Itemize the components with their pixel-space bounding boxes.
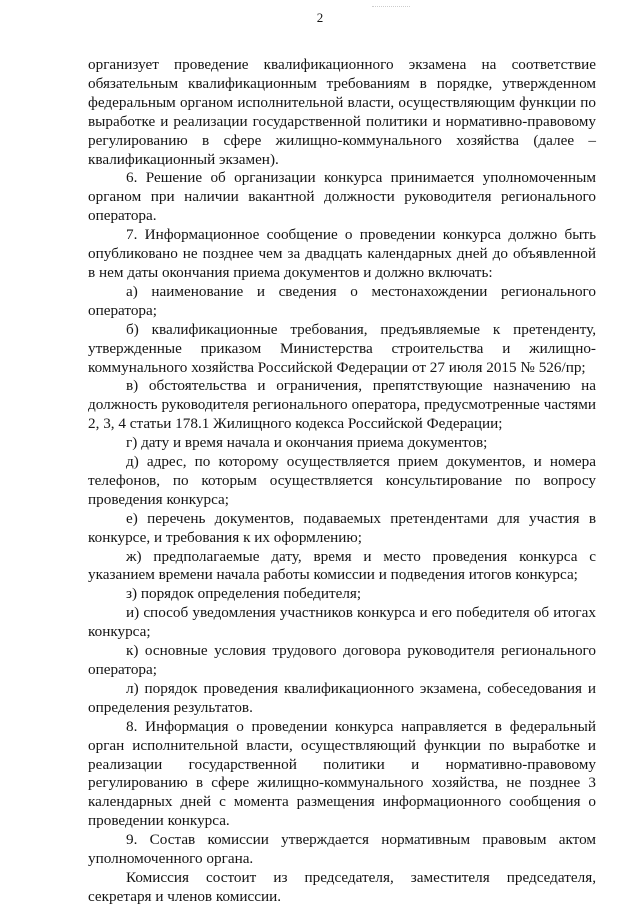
page-number: 2 bbox=[316, 10, 324, 25]
paragraph-8: 8. Информация о проведении конкурса направляется в федеральный орган исполнительной власти, осуществляющий функции по выработке и реализации государственной политики и нормативно-правовому регулированию в сфере жилищно-коммунального хозяйства, не позднее 3 календарных дней с момента размещения информационного сообщения о проведении конкурса. bbox=[88, 717, 596, 830]
paragraph-commission: Комиссия состоит из председателя, заместителя председателя, секретаря и членов комиссии. bbox=[88, 868, 596, 905]
list-item-b: б) квалификационные требования, предъявляемые к претенденту, утвержденные приказом Министерства строительства и жилищно-коммунального хозяйства Российской Федерации от 27 июля 2015 № 526/пр; bbox=[88, 320, 596, 376]
list-item-zh: ж) предполагаемые дату, время и место проведения конкурса с указанием времени начала работы комиссии и подведения итогов конкурса; bbox=[88, 547, 596, 584]
paragraph-continuation: организует проведение квалификационного экзамена на соответствие обязательным квалификационным требованиям в порядке, утвержденном федеральным органом исполнительной власти, осуществляющим функции по выработке и реализации государственной политики и нормативно-правовому регулированию в сфере жилищно-коммунального хозяйства (далее – квалификационный экзамен). bbox=[88, 56, 596, 168]
list-item-a: а) наименование и сведения о местонахождении регионального оператора; bbox=[88, 282, 596, 319]
list-item-d: д) адрес, по которому осуществляется прием документов, и номера телефонов, по которым осуществляется консультирование по вопросу проведения конкурса; bbox=[88, 453, 596, 508]
list-item-v: в) обстоятельства и ограничения, препятствующие назначению на должность руководителя регионального оператора, предусмотренные частями 2, 3, 4 статьи 178.1 Жилищного кодекса Российской Федерации; bbox=[88, 377, 596, 433]
list-item-l: л) порядок проведения квалификационного экзамена, собеседования и определения результатов. bbox=[88, 679, 596, 716]
paragraph-7: 7. Информационное сообщение о проведении конкурса должно быть опубликовано не позднее чем за двадцать календарных дней до объявленной в нем даты окончания приема документов и должно включать: bbox=[88, 226, 596, 281]
paragraph-9: 9. Состав комиссии утверждается нормативным правовым актом уполномоченного органа. bbox=[88, 831, 596, 868]
paragraph-6: 6. Решение об организации конкурса принимается уполномоченным органом при наличии вакантной должности руководителя регионального оператора. bbox=[88, 169, 596, 225]
list-item-k: к) основные условия трудового договора руководителя регионального оператора; bbox=[88, 642, 596, 678]
document-body bbox=[88, 56, 596, 907]
list-item-z: з) порядок определения победителя; bbox=[126, 585, 362, 603]
list-item-e: е) перечень документов, подаваемых претендентами для участия в конкурсе, и требования к их оформлению; bbox=[88, 509, 596, 546]
list-item-i: и) способ уведомления участников конкурса и его победителя об итогах конкурса; bbox=[88, 604, 596, 641]
list-item-g: г) дату и время начала и окончания приема документов; bbox=[126, 434, 488, 452]
